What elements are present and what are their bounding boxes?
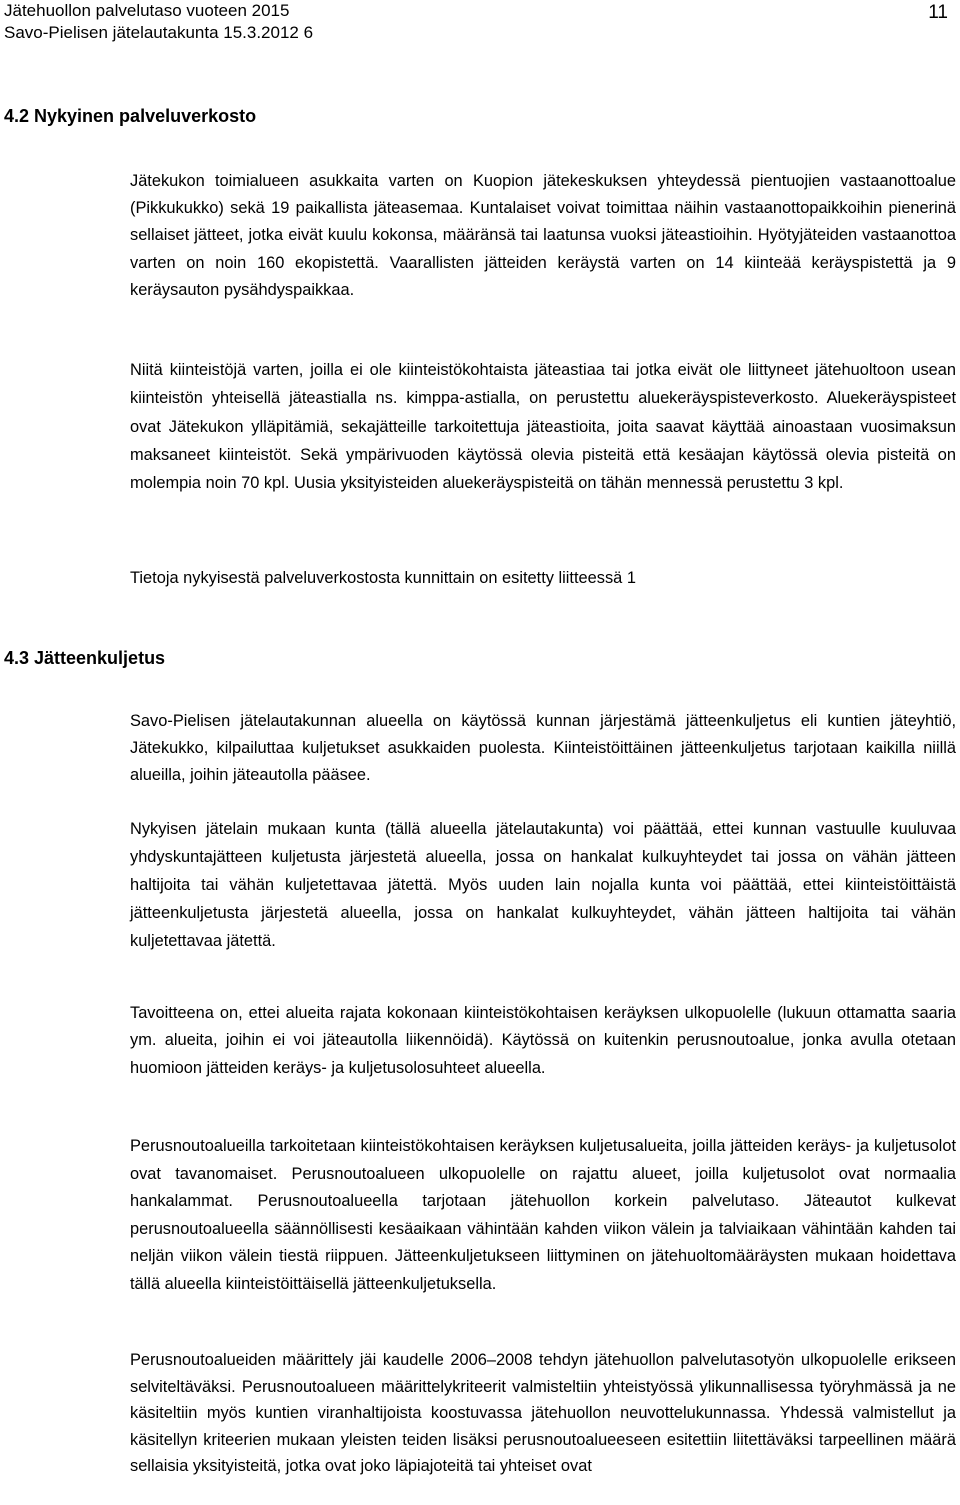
paragraph-area-collection-points: Niitä kiinteistöjä varten, joilla ei ole kiinteistökohtaista jäteastiaa tai jotka eivät ole liittyneet jätehuoltoon usean kiinteistön yhteisellä jäteastialla ns. kimppa-astialla, on perustettu aluekeräyspisteverkosto. Aluekeräyspisteet ovat Jätekukon ylläpitämiä, sekajätteille tarkoitettuja jäteastioita, joita saavat käyttää ainoastaan vuosimaksun maksaneet kiinteistöt. Sekä ympärivuoden käytössä olevia pisteitä että kesäajan käytössä olevia pisteitä on molempia noin 70 kpl. Uusia yksityisteiden aluekeräyspisteitä on tähän mennessä perustettu 3 kpl. <box>130 361 956 493</box>
paragraph-waste-act: Nykyisen jätelain mukaan kunta (tällä alueella jätelautakunta) voi päättää, ettei kunnan vastuulle kuuluvaa yhdyskuntajätteen kuljetusta järjestetä alueella, jossa on hankalat kulkuyhteydet tai jossa on vähän jätteen haltijoita tai vähän kuljetettavaa jätettä. Myös uuden lain nojalla kunta voi päättää, ettei kiinteistöittäistä jätteenkuljetusta järjestetä alueella, jossa on hankalat kulkuyhteydet, vähän jätteen haltijoita tai vähän kuljetettavaa jätettä. <box>130 820 956 951</box>
paragraph-municipal-transport: Savo-Pielisen jätelautakunnan alueella on käytössä kunnan järjestämä jätteenkuljetus eli kuntien jäteyhtiö, Jätekukko, kilpailuttaa kuljetukset asukkaiden puolesta. Kiinteistöittäinen jätteenkuljetus tarjotaan kaikilla niillä alueilla, joihin jäteautolla pääsee. <box>130 712 956 784</box>
header-subtitle: Savo-Pielisen jätelautakunta 15.3.2012 6 <box>4 23 314 42</box>
paragraph-criteria: Perusnoutoalueiden määrittely jäi kaudelle 2006–2008 tehdyn jätehuollon palvelutasotyön ulkopuolelle erikseen selviteltäväksi. Perusnoutoalueen määrittelykriteerit valmisteltiin yhteistyössä ylikunnallisessa työryhmässä ja ne käsiteltiin myös kuntien viranhaltijoista koostuvassa jätehuollon neuvottelukunnassa. Yhdessä valmistellut ja käsitellyn kriteerien mukaan yleisten teiden lisäksi perusnoutoalueeseen esitettiin liitettäväksi tarpeellinen määrä sellaisia yksityisteitä, jotka ovat joko läpiajoteitä tai yhteiset ovat <box>130 1351 956 1476</box>
section-heading-4-2: 4.2 Nykyinen palveluverkosto <box>4 106 257 126</box>
paragraph-appendix-reference: Tietoja nykyisestä palveluverkostosta kunnittain on esitetty liitteessä 1 <box>130 569 636 587</box>
page-number: 11 <box>928 2 948 23</box>
header-title: Jätehuollon palvelutaso vuoteen 2015 <box>4 1 290 20</box>
paragraph-basic-collection-area-definition: Perusnoutoalueilla tarkoitetaan kiinteistökohtaisen keräyksen kuljetusalueita, joilla jätteiden keräys- ja kuljetusolot ovat tavanomaiset. Perusnoutoalueen ulkopuolelle on rajattu alueet, joilla kuljetusolot ovat normaalia hankalammat. Perusnoutoalueella tarjotaan jätehuollon korkein palvelutaso. Jäteautot kulkevat perusnoutoalueella säännöllisesti kesäaikaan vähintään kahden viikon välein ja talviaikaan vähintään kahden tai neljän viikon välein tiestä riippuen. Jätteenkuljetukseen liittyminen on jätehuoltomääräysten mukaan hoidettava tällä alueella kiinteistöittäisellä jätteenkuljetuksella. <box>130 1137 956 1293</box>
document-header <box>4 0 313 44</box>
paragraph-basic-collection-area-goal: Tavoitteena on, ettei alueita rajata kokonaan kiinteistökohtaisen keräyksen ulkopuolelle (lukuun ottamatta saaria ym. alueita, joihin ei voi jäteautolla liikennöidä). Käytössä on kuitenkin perusnoutoalue, jonka avulla otetaan huomioon jätteiden keräys- ja kuljetusolosuhteet alueella. <box>130 1004 956 1077</box>
section-heading-4-3: 4.3 Jätteenkuljetus <box>4 648 166 668</box>
paragraph-collection-network: Jätekukon toimialueen asukkaita varten on Kuopion jätekeskuksen yhteydessä pientuojien vastaanottoalue (Pikkukukko) sekä 19 paikallista jäteasemaa. Kuntalaiset voivat toimittaa näihin vastaanottopaikkoihin pienerinä sellaiset jätteet, jotka eivät kuulu kokonsa, määränsä tai laatunsa vuoksi jäteastioihin. Hyötyjäteiden vastaanottoa varten on noin 160 ekopistettä. Vaarallisten jätteiden keräystä varten on 14 kiinteää keräyspistettä ja 9 keräysauton pysähdyspaikkaa. <box>130 172 956 299</box>
